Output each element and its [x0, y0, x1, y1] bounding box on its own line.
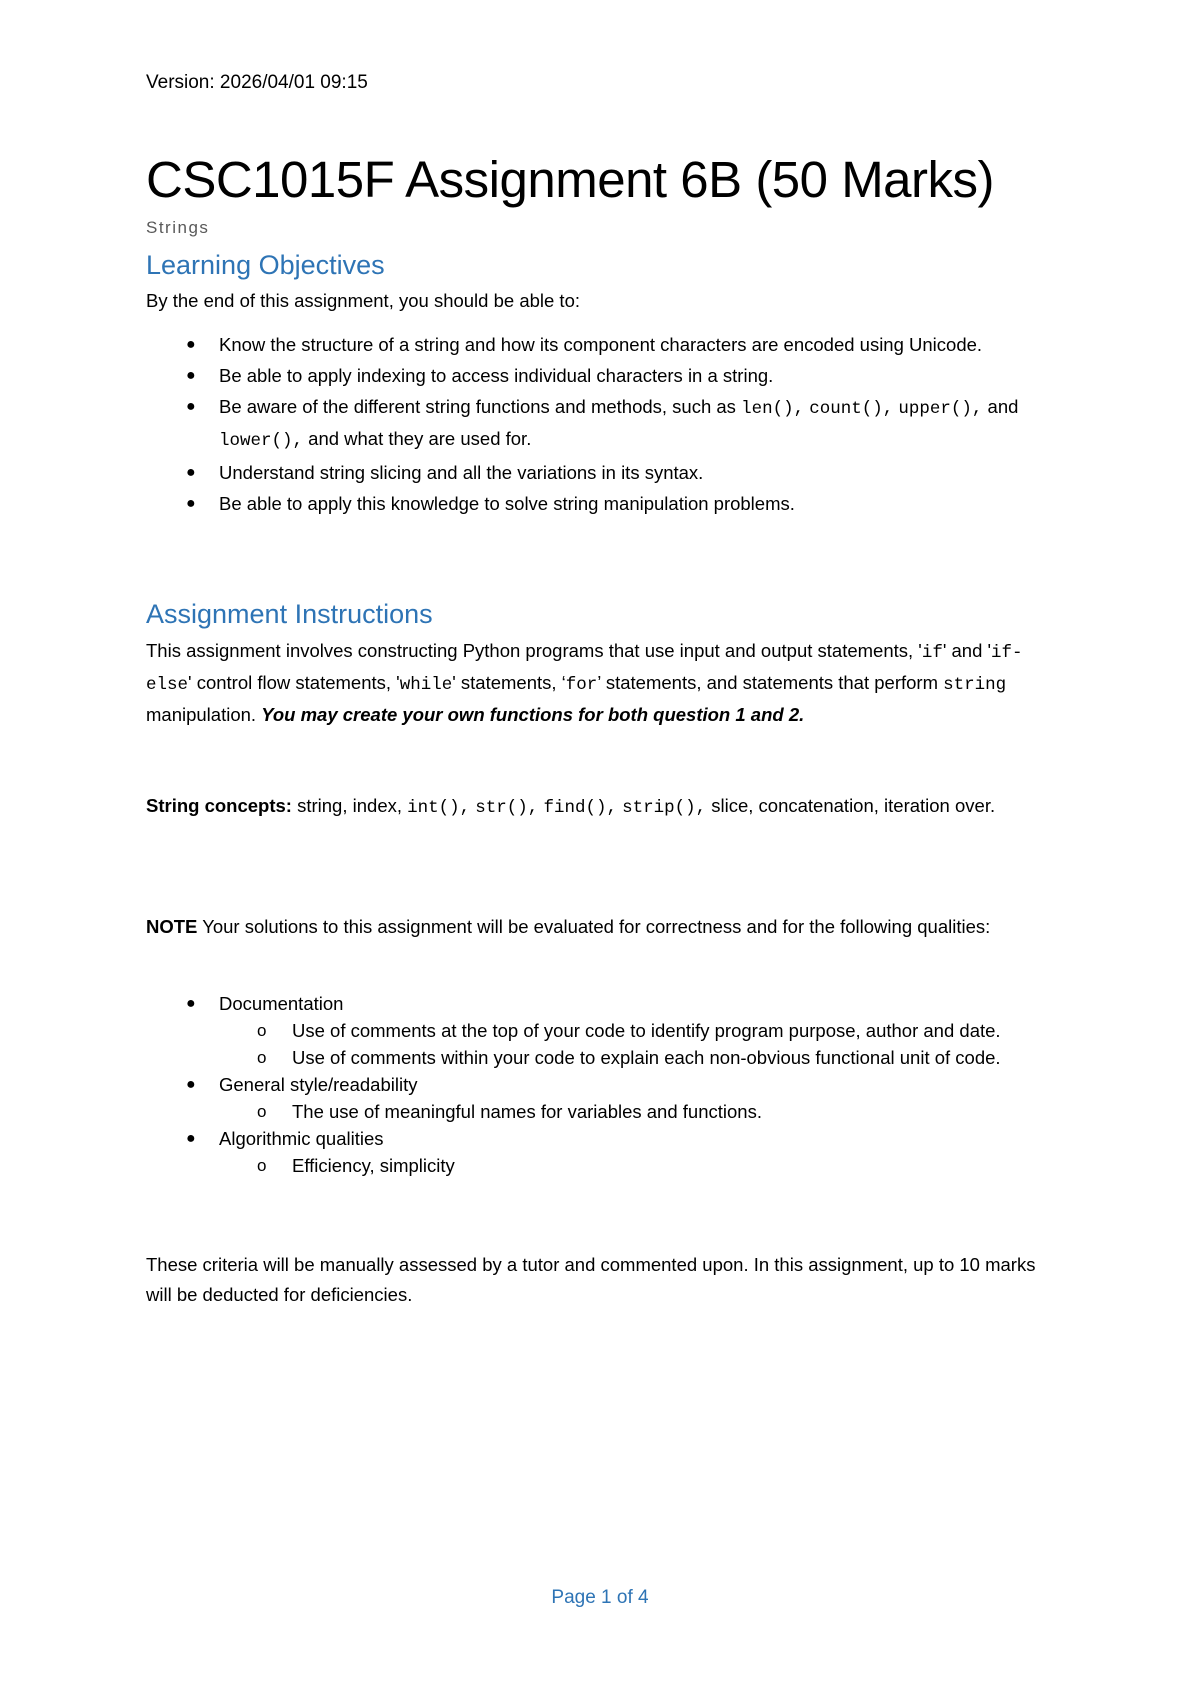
- and-text: and: [987, 396, 1019, 417]
- bullet-icon: ●: [186, 1076, 196, 1093]
- text-segment: ' and ': [942, 640, 992, 661]
- list-item: [146, 392, 1066, 456]
- criterion-detail: The use of meaningful names for variables and functions.: [292, 1101, 762, 1122]
- code-int: int(),: [407, 798, 471, 818]
- code-while: while: [399, 675, 453, 695]
- bullet-icon: ●: [186, 495, 196, 512]
- bullet-icon: ●: [186, 995, 196, 1012]
- code-strip: strip(),: [622, 798, 707, 818]
- objective-text: Be able to apply indexing to access individual characters in a string.: [219, 365, 774, 386]
- instructions-heading: Assignment Instructions: [146, 599, 433, 629]
- sub-list: [219, 1152, 1066, 1179]
- objective-text: Be able to apply this knowledge to solve string manipulation problems.: [219, 493, 795, 514]
- string-concepts: [146, 791, 1066, 823]
- text-segment: manipulation.: [146, 704, 257, 725]
- list-item: [219, 1098, 1066, 1125]
- sub-bullet-icon: o: [257, 1102, 267, 1121]
- list-item: [219, 1044, 1066, 1071]
- note-text: Your solutions to this assignment will be evaluated for correctness and for the following qualities:: [202, 916, 991, 937]
- objective-tail: and what they are used for.: [308, 428, 532, 449]
- document-title: CSC1015F Assignment 6B (50 Marks): [146, 151, 995, 208]
- text-segment: ' control flow statements, ': [188, 672, 400, 693]
- objective-text: Be aware of the different string functions and methods, such as: [219, 396, 736, 417]
- emphasis-text: You may create your own functions for both question 1 and 2.: [261, 704, 805, 725]
- text-segment: ' statements, ‘: [452, 672, 566, 693]
- objectives-intro: By the end of this assignment, you should be able to:: [146, 290, 581, 311]
- list-item: [146, 990, 1066, 1071]
- objectives-list: [146, 330, 1066, 520]
- list-item: [219, 1017, 1066, 1044]
- code-len: len(),: [741, 399, 805, 419]
- code-str: str(),: [475, 798, 539, 818]
- list-item: [146, 361, 1066, 390]
- note-label: NOTE: [146, 916, 198, 937]
- list-item: [146, 330, 1066, 359]
- code-count: count(),: [809, 399, 894, 419]
- criterion-detail: Efficiency, simplicity: [292, 1155, 455, 1176]
- text-segment: string, index,: [297, 795, 402, 816]
- criterion-label: Algorithmic qualities: [219, 1128, 384, 1149]
- code-if-else: if-else: [146, 643, 1023, 695]
- code-find: find(),: [543, 798, 617, 818]
- text-segment: ’ statements, and statements that perform: [597, 672, 938, 693]
- bullet-icon: ●: [186, 1130, 196, 1147]
- note-paragraph: [146, 912, 1066, 942]
- sub-bullet-icon: o: [257, 1021, 267, 1040]
- bullet-icon: ●: [186, 398, 196, 415]
- list-item: [219, 1152, 1066, 1179]
- criterion-detail: Use of comments within your code to explain each non-obvious functional unit of code.: [292, 1047, 1001, 1068]
- objectives-heading: Learning Objectives: [146, 250, 385, 280]
- sub-list: [219, 1098, 1066, 1125]
- list-item: [146, 489, 1066, 518]
- code-if: if: [921, 643, 943, 663]
- criteria-list: [146, 990, 1066, 1179]
- code-string: string: [943, 675, 1007, 695]
- criterion-label: General style/readability: [219, 1074, 418, 1095]
- criterion-detail: Use of comments at the top of your code to identify program purpose, author and date.: [292, 1020, 1001, 1041]
- objective-text: Understand string slicing and all the variations in its syntax.: [219, 462, 704, 483]
- code-lower: lower(),: [219, 431, 304, 451]
- list-item: [146, 1071, 1066, 1125]
- instructions-paragraph: [146, 636, 1066, 730]
- sub-bullet-icon: o: [257, 1156, 267, 1175]
- bullet-icon: ●: [186, 336, 196, 353]
- sub-list: [219, 1017, 1066, 1071]
- text-segment: slice, concatenation, iteration over.: [711, 795, 996, 816]
- bullet-icon: ●: [186, 464, 196, 481]
- page-number: Page 1 of 4: [551, 1587, 649, 1608]
- list-item: [146, 1125, 1066, 1179]
- list-item: [146, 458, 1066, 487]
- text-segment: This assignment involves constructing Python programs that use input and output statements, ': [146, 640, 922, 661]
- concepts-label: String concepts:: [146, 795, 292, 816]
- closing-paragraph: These criteria will be manually assessed by a tutor and commented upon. In this assignment, up to 10 marks will be deducted for deficiencies.: [146, 1254, 1036, 1305]
- code-for: for: [565, 675, 598, 695]
- version-label: Version: 2026/04/01 09:15: [146, 72, 368, 93]
- code-upper: upper(),: [898, 399, 983, 419]
- document-subtitle: Strings: [146, 218, 210, 237]
- bullet-icon: ●: [186, 367, 196, 384]
- objective-text: Know the structure of a string and how its component characters are encoded using Unicode.: [219, 334, 983, 355]
- sub-bullet-icon: o: [257, 1048, 267, 1067]
- criterion-label: Documentation: [219, 993, 344, 1014]
